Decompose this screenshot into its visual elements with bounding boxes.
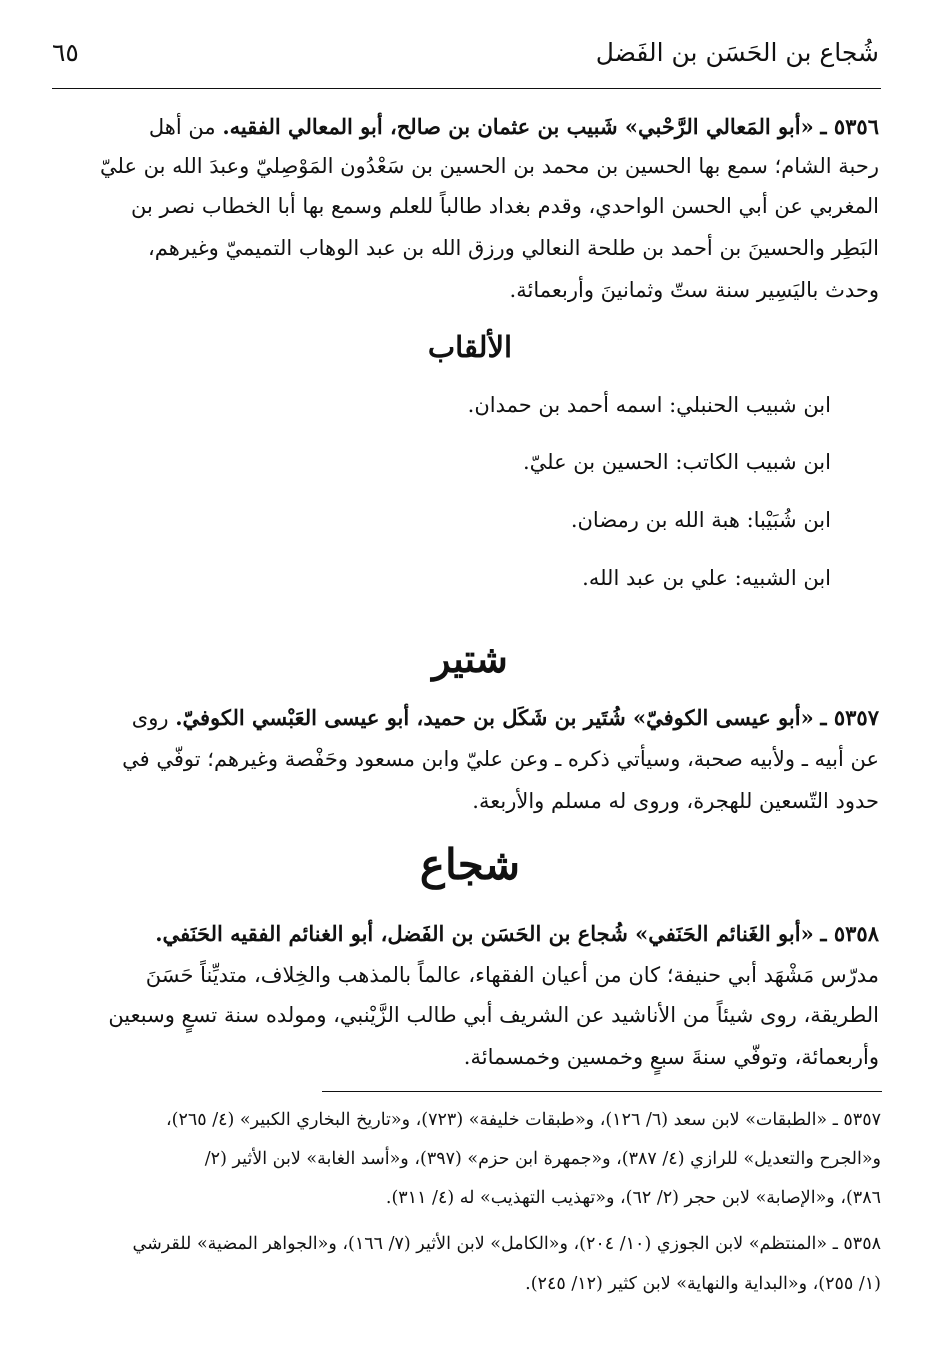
entry-5357-line-2: عن أبيه ـ ولأبيه صحبة، وسيأتي ذكره ـ وعن عليّ وابن مسعود وحَفْصة وغيرهم؛ توفّي في <box>122 747 879 771</box>
footnote-5357-line-1: ٥٣٥٧ ـ «الطبقات» لابن سعد (٦/ ١٢٦)، و«طبقات خليفة» (٧٢٣)، و«تاريخ البخاري الكبير» (٤/ ٢٦٥)، <box>165 1110 881 1130</box>
footnote-5358-line-1: ٥٣٥٨ ـ «المنتظم» لابن الجوزي (١٠/ ٢٠٤)، و«الكامل» لابن الأثير (٧/ ١٦٦)، و«الجواهر المضية» للقرشي <box>132 1234 881 1254</box>
entry-5357-number: ٥٣٥٧ ـ <box>820 705 879 730</box>
alqab-item-1: ابن شبيب الحنبلي: اسمه أحمد بن حمدان. <box>467 393 831 417</box>
entry-5356-number: ٥٣٥٦ ـ <box>820 114 879 139</box>
entry-5358-line-2: مدرّس مَشْهَد أبي حنيفة؛ كان من أعيان الفقهاء، عالماً بالمذهب والخِلاف، متديِّناً حَسَنَ <box>145 963 879 987</box>
entry-5357-text-start: روى <box>131 706 169 730</box>
footnote-rule <box>322 1091 882 1092</box>
entry-5356-line-5: وحدث باليَسِير سنة ستّ وثمانينَ وأربعمائة. <box>509 278 879 302</box>
entry-5358-line-3: الطريقة، روى شيئاً من الأناشيد عن الشريف أبي طالب الزَّيْنبي، ومولده سنة تسعٍ وسبعين <box>108 1003 879 1027</box>
entry-5356-line-2: رحبة الشام؛ سمع بها الحسين بن محمد بن الحسين بن سَعْدُون المَوْصِليّ وعبدَ الله بن عليّ <box>100 154 879 178</box>
entry-5358-line-4: وأربعمائة، وتوفّي سنةَ سبعٍ وخمسين وخمسمائة. <box>463 1045 879 1069</box>
running-header-title: شُجاع بن الحَسَن بن الفَضل <box>595 38 879 67</box>
alqab-item-4: ابن الشبيه: علي بن عبد الله. <box>582 566 831 590</box>
entry-5357-heading: «أبو عيسى الكوفيّ» شُتَير بن شَكَل بن حميد، أبو عيسى العَبْسي الكوفيّ. <box>175 705 814 730</box>
entry-5356-heading: «أبو المَعالي الرَّحْبي» شَبيب بن عثمان بن صالح، أبو المعالي الفقيه. <box>222 114 814 139</box>
entry-5358-heading: «أبو الغَنائم الحَنَفي» شُجاع بن الحَسَن بن الفَضل، أبو الغنائم الفقيه الحَنَفي. <box>155 921 814 946</box>
entry-5356-text-start: من أهل <box>148 115 216 139</box>
alqab-item-2: ابن شبيب الكاتب: الحسين بن عليّ. <box>522 450 831 474</box>
alqab-item-3: ابن شُبَيْبا: هبة الله بن رمضان. <box>570 508 831 532</box>
entry-5358-number: ٥٣٥٨ ـ <box>820 921 879 946</box>
footnote-5357-line-3: ٣٨٦)، و«الإصابة» لابن حجر (٢/ ٦٢)، و«تهذيب التهذيب» له (٤/ ٣١١). <box>385 1188 881 1208</box>
footnote-5358-line-2: (١/ ٢٥٥)، و«البداية والنهاية» لابن كثير (١٢/ ٢٤٥). <box>525 1274 881 1294</box>
section-title-alqab: الألقاب <box>427 330 513 364</box>
entry-5357-line-1 <box>132 703 879 733</box>
section-title-shuja: شجاع <box>419 840 521 889</box>
entry-5356-line-4: البَطِر والحسينَ بن أحمد بن طلحة النعالي ورزق الله بن عبد الوهاب التميميّ وغيرهم، <box>147 236 879 260</box>
section-title-shutayr: شتير <box>432 636 508 681</box>
entry-5356-line-3: المغربي عن أبي الحسن الواحدي، وقدم بغداد طالباً للعلم وسمع بها أبا الخطاب نصر بن <box>131 194 879 218</box>
entry-5356-line-1 <box>149 112 879 142</box>
footnote-5357-line-2: و«الجرح والتعديل» للرازي (٤/ ٣٨٧)، و«جمهرة ابن حزم» (٣٩٧)، و«أسد الغابة» لابن الأثير (٢/ <box>204 1149 881 1169</box>
page-number: ٦٥ <box>52 38 79 67</box>
header-rule <box>52 88 881 89</box>
entry-5358-line-1 <box>155 919 879 949</box>
entry-5357-line-3: حدود التّسعين للهجرة، وروى له مسلم والأربعة. <box>472 789 879 813</box>
